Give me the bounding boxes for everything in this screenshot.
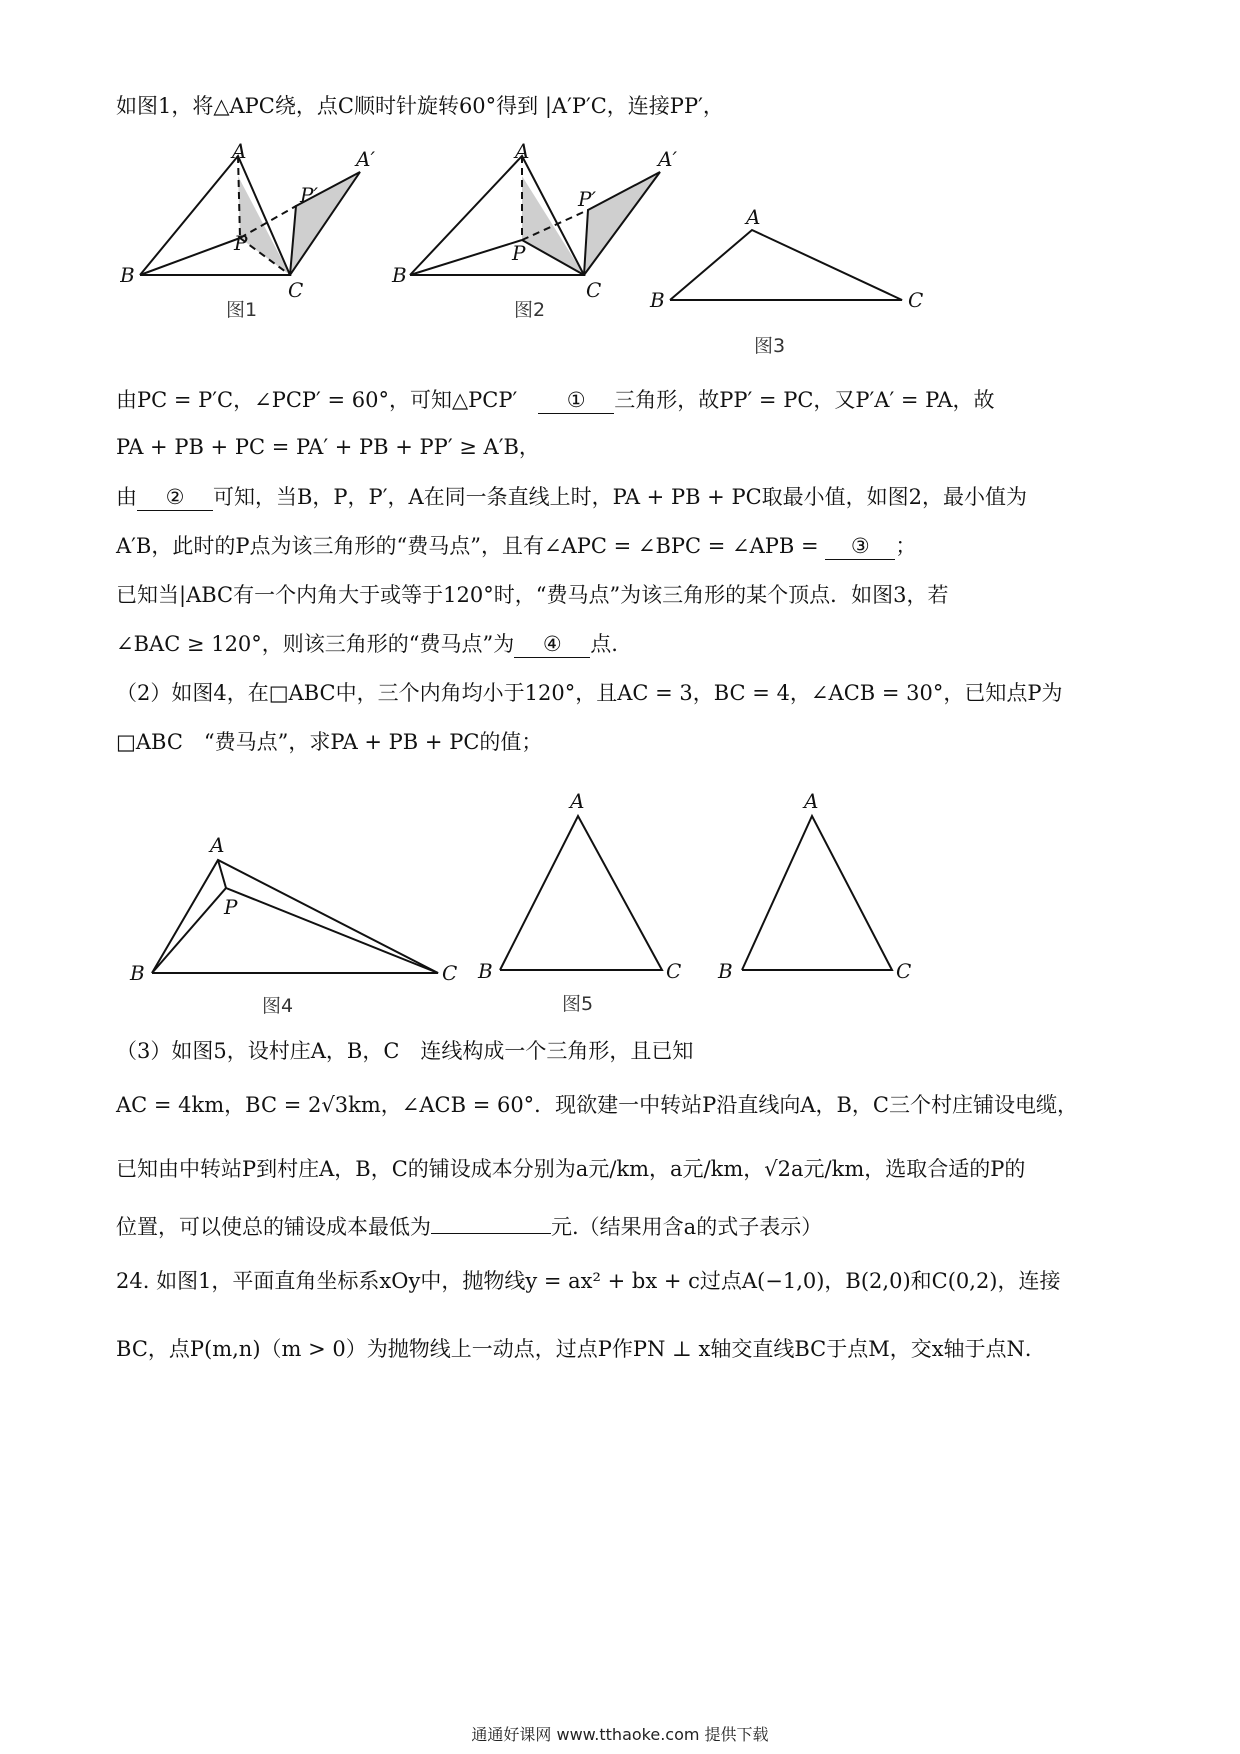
shaded-triangle-apc (238, 176, 290, 275)
figure-4 (120, 820, 470, 1020)
label-a: A (570, 790, 585, 813)
shaded-triangle-apc (522, 176, 584, 275)
label-p: P (512, 241, 526, 265)
label-a: A (210, 833, 225, 857)
text-line-11: AC = 4km，BC = 2√3km，∠ACB = 60°．现欲建一中转站P沿直线向A，B，C三个村庄铺设电缆， (116, 1093, 1078, 1117)
text-line-8: （2）如图4，在□ABC中，三个内角均小于120°，且AC = 3，BC = 4，∠ACB = 30°，已知点P为 (116, 681, 1063, 705)
text-line-7 (116, 629, 618, 659)
text-line-1: 如图1，将△APC绕，点C顺时针旋转60°得到 |A′P′C，连接PP′， (116, 94, 724, 118)
triangle-abc (500, 816, 662, 970)
label-b: B (718, 959, 733, 983)
label-a-prime: A′ (658, 147, 677, 171)
text-line-14: 24. 如图1，平面直角坐标系xOy中，抛物线y = ax² + bx + c过点A(−1,0)，B(2,0)和C(0,2)，连接 (116, 1269, 1061, 1293)
label-c: C (442, 961, 458, 985)
label-p: P (234, 231, 248, 255)
blank-2: ② (137, 484, 213, 511)
caption-fig4: 图4 (262, 995, 294, 1017)
page-footer: 通通好课网 www.tthaoke.com 提供下载 (471, 1725, 769, 1744)
text-line-10: （3）如图5，设村庄A，B，C 连线构成一个三角形，且已知 (116, 1039, 694, 1063)
label-a: A (804, 790, 819, 813)
text-segment: A′B，此时的P点为该三角形的“费马点”，且有∠APC = ∠BPC = ∠APB = (116, 534, 826, 558)
label-c: C (896, 959, 912, 983)
label-a-prime: A′ (356, 147, 375, 171)
text-segment: ∠BAC ≥ 120°，则该三角形的“费马点”为 (116, 632, 515, 656)
triangle-abc (670, 230, 902, 300)
label-p-prime: P′ (300, 183, 318, 207)
text-segment: 可知，当B，P，P′，A在同一条直线上时，PA + PB + PC取最小值，如图2，最小值为 (213, 485, 1028, 509)
caption-fig5: 图5 (562, 993, 594, 1015)
text-segment: 点. (590, 632, 618, 656)
label-b: B (120, 263, 135, 287)
text-segment: 三角形，故PP′ = PC，又P′A′ = PA，故 (614, 388, 995, 412)
text-line-4 (116, 482, 1027, 512)
text-line-13 (116, 1212, 822, 1242)
text-line-3: PA + PB + PC = PA′ + PB + PP′ ≥ A′B， (116, 435, 540, 459)
label-b: B (130, 961, 145, 985)
label-c: C (288, 278, 304, 302)
text-segment: 由PC = P′C，∠PCP′ = 60°，可知△PCP′ (116, 388, 539, 412)
text-line-2 (116, 385, 995, 415)
text-line-9: □ABC “费马点”，求PA + PB + PC的值； (116, 730, 543, 754)
caption-fig2: 图2 (514, 299, 546, 321)
label-b: B (478, 959, 493, 983)
figure-6 (700, 790, 930, 990)
text-line-15: BC，点P(m,n)（m > 0）为抛物线上一动点，过点P作PN ⊥ x轴交直线BC于点M，交x轴于点N． (116, 1337, 1046, 1361)
label-a: A (515, 140, 530, 163)
blank-1: ① (538, 387, 614, 414)
caption-fig1: 图1 (226, 299, 258, 321)
triangle-abc (742, 816, 892, 970)
label-c: C (666, 959, 682, 983)
label-a: A (746, 205, 761, 229)
text-line-6: 已知当|ABC有一个内角大于或等于120°时，“费马点”为该三角形的某个顶点．如图3，若 (116, 583, 949, 607)
answer-blank[interactable] (431, 1233, 551, 1234)
text-segment: 由 (116, 485, 137, 509)
figure-3-caption (754, 330, 814, 360)
label-a: A (232, 140, 247, 163)
label-c: C (586, 278, 602, 302)
figure-5 (470, 790, 700, 1015)
figure-3 (640, 200, 940, 330)
text-segment: ； (895, 534, 917, 558)
segment-bp (152, 888, 226, 973)
text-line-12: 已知由中转站P到村庄A，B，C的铺设成本分别为a元/km，a元/km，√2a元/km，选取合适的P的 (116, 1157, 1026, 1181)
label-c: C (908, 288, 924, 312)
caption-fig3-text: 图3 (754, 335, 786, 357)
blank-3: ③ (825, 533, 895, 560)
text-segment: 位置，可以使总的铺设成本最低为 (116, 1215, 431, 1239)
label-p-prime: P′ (578, 187, 596, 211)
segment-pc (226, 888, 438, 973)
label-b: B (392, 263, 407, 287)
text-segment: 元.（结果用含a的式子表示） (551, 1215, 823, 1239)
text-line-5 (116, 531, 916, 561)
label-b: B (650, 288, 665, 312)
blank-4: ④ (514, 631, 590, 658)
label-p: P (224, 895, 238, 919)
